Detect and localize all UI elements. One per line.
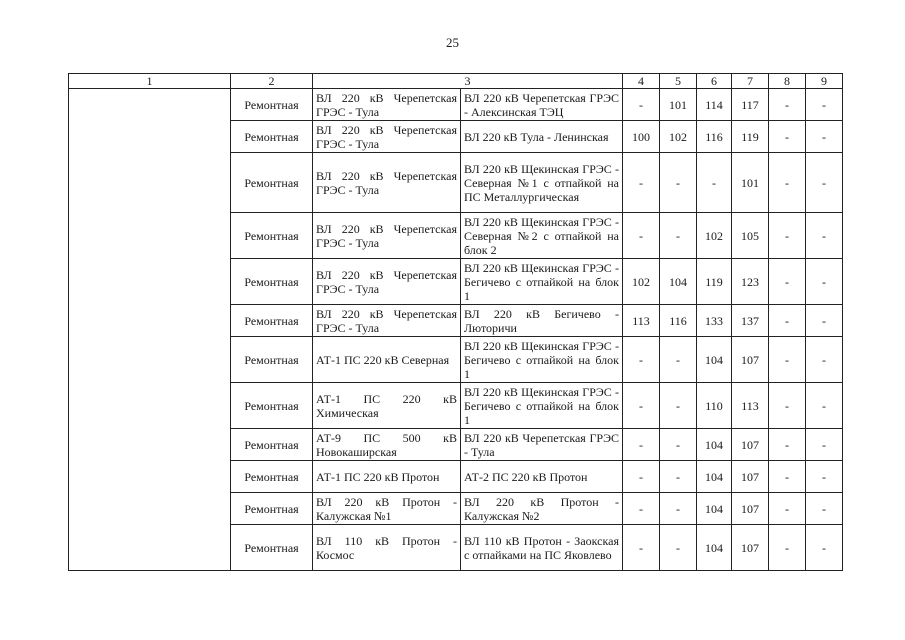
value-cell-col9: -	[806, 461, 843, 493]
value-cell-col8: -	[769, 89, 806, 121]
header-cell: 8	[769, 74, 806, 89]
value-cell-col8: -	[769, 429, 806, 461]
value-cell-col7: 107	[732, 337, 769, 383]
element-a-cell: ВЛ 220 кВ Протон - Калужская №1	[313, 493, 461, 525]
element-a-cell: ВЛ 220 кВ Черепетская ГРЭС - Тула	[313, 89, 461, 121]
value-cell-col9: -	[806, 213, 843, 259]
value-cell-col8: -	[769, 525, 806, 571]
value-cell-col6: 104	[697, 493, 732, 525]
table-row	[69, 89, 843, 121]
value-cell-col9: -	[806, 121, 843, 153]
value-cell-col7: 119	[732, 121, 769, 153]
value-cell-col7: 107	[732, 429, 769, 461]
header-cell: 2	[231, 74, 313, 89]
value-cell-col5: -	[660, 429, 697, 461]
value-cell-col5: -	[660, 153, 697, 213]
value-cell-col7: 113	[732, 383, 769, 429]
value-cell-col8: -	[769, 121, 806, 153]
value-cell-col5: -	[660, 337, 697, 383]
value-cell-col8: -	[769, 383, 806, 429]
value-cell-col7: 101	[732, 153, 769, 213]
value-cell-col5: 101	[660, 89, 697, 121]
value-cell-col9: -	[806, 89, 843, 121]
value-cell-col7: 117	[732, 89, 769, 121]
element-b-cell: ВЛ 220 кВ Щекинская ГРЭС - Бегичево с отпайкой на блок 1	[461, 259, 623, 305]
header-cell: 9	[806, 74, 843, 89]
value-cell-col5: -	[660, 461, 697, 493]
value-cell-col7: 107	[732, 525, 769, 571]
value-cell-col5: -	[660, 493, 697, 525]
column-1-empty-cell	[69, 89, 231, 571]
value-cell-col5: 104	[660, 259, 697, 305]
mode-cell: Ремонтная	[231, 337, 313, 383]
value-cell-col9: -	[806, 259, 843, 305]
header-cell: 4	[623, 74, 660, 89]
value-cell-col4: 100	[623, 121, 660, 153]
value-cell-col9: -	[806, 493, 843, 525]
mode-cell: Ремонтная	[231, 153, 313, 213]
mode-cell: Ремонтная	[231, 305, 313, 337]
value-cell-col5: 102	[660, 121, 697, 153]
value-cell-col6: 119	[697, 259, 732, 305]
value-cell-col6: 116	[697, 121, 732, 153]
mode-cell: Ремонтная	[231, 383, 313, 429]
page-number: 25	[446, 35, 459, 50]
mode-cell: Ремонтная	[231, 121, 313, 153]
value-cell-col4: -	[623, 525, 660, 571]
value-cell-col5: 116	[660, 305, 697, 337]
element-b-cell: ВЛ 220 кВ Бегичево - Лютоpичи	[461, 305, 623, 337]
element-a-cell: ВЛ 220 кВ Черепетская ГРЭС - Тула	[313, 259, 461, 305]
value-cell-col9: -	[806, 305, 843, 337]
element-a-cell: ВЛ 220 кВ Черепетская ГРЭС - Тула	[313, 121, 461, 153]
value-cell-col9: -	[806, 383, 843, 429]
value-cell-col8: -	[769, 305, 806, 337]
element-b-cell: ВЛ 220 кВ Щекинская ГРЭС - Северная №1 с отпайкой на ПС Металлургическая	[461, 153, 623, 213]
value-cell-col6: 104	[697, 461, 732, 493]
transmission-table	[68, 73, 843, 571]
element-a-cell: ВЛ 220 кВ Черепетская ГРЭС - Тула	[313, 213, 461, 259]
header-cell: 6	[697, 74, 732, 89]
value-cell-col6: 114	[697, 89, 732, 121]
value-cell-col8: -	[769, 461, 806, 493]
value-cell-col8: -	[769, 259, 806, 305]
value-cell-col8: -	[769, 153, 806, 213]
element-a-cell: АТ-9 ПС 500 кВ Новокаширская	[313, 429, 461, 461]
element-b-cell: ВЛ 220 кВ Щекинская ГРЭС - Бегичево с отпайкой на блок 1	[461, 383, 623, 429]
value-cell-col4: -	[623, 383, 660, 429]
element-b-cell: ВЛ 220 кВ Тула - Ленинская	[461, 121, 623, 153]
mode-cell: Ремонтная	[231, 493, 313, 525]
value-cell-col4: -	[623, 461, 660, 493]
element-b-cell: ВЛ 220 кВ Щекинская ГРЭС - Бегичево с отпайкой на блок 1	[461, 337, 623, 383]
value-cell-col6: 133	[697, 305, 732, 337]
header-cell: 7	[732, 74, 769, 89]
value-cell-col4: 113	[623, 305, 660, 337]
element-a-cell: АТ-1 ПС 220 кВ Химическая	[313, 383, 461, 429]
value-cell-col6: 104	[697, 429, 732, 461]
mode-cell: Ремонтная	[231, 461, 313, 493]
element-b-cell: ВЛ 110 кВ Протон - Заокская с отпайками на ПС Яковлево	[461, 525, 623, 571]
value-cell-col4: 102	[623, 259, 660, 305]
element-b-cell: ВЛ 220 кВ Черепетская ГРЭС - Тула	[461, 429, 623, 461]
element-a-cell: АТ-1 ПС 220 кВ Протон	[313, 461, 461, 493]
value-cell-col4: -	[623, 89, 660, 121]
header-cell: 5	[660, 74, 697, 89]
value-cell-col4: -	[623, 337, 660, 383]
value-cell-col6: 104	[697, 525, 732, 571]
value-cell-col9: -	[806, 429, 843, 461]
value-cell-col5: -	[660, 525, 697, 571]
table-header-row	[69, 74, 843, 89]
value-cell-col6: -	[697, 153, 732, 213]
value-cell-col7: 107	[732, 461, 769, 493]
value-cell-col5: -	[660, 383, 697, 429]
value-cell-col6: 102	[697, 213, 732, 259]
value-cell-col9: -	[806, 153, 843, 213]
value-cell-col9: -	[806, 525, 843, 571]
mode-cell: Ремонтная	[231, 213, 313, 259]
element-a-cell: ВЛ 110 кВ Протон - Космос	[313, 525, 461, 571]
value-cell-col7: 107	[732, 493, 769, 525]
element-b-cell: ВЛ 220 кВ Черепетская ГРЭС - Алексинская ТЭЦ	[461, 89, 623, 121]
value-cell-col4: -	[623, 153, 660, 213]
element-b-cell: ВЛ 220 кВ Щекинская ГРЭС - Северная №2 с отпайкой на блок 2	[461, 213, 623, 259]
value-cell-col8: -	[769, 493, 806, 525]
value-cell-col4: -	[623, 213, 660, 259]
value-cell-col7: 137	[732, 305, 769, 337]
mode-cell: Ремонтная	[231, 89, 313, 121]
element-a-cell: ВЛ 220 кВ Черепетская ГРЭС - Тула	[313, 153, 461, 213]
value-cell-col9: -	[806, 337, 843, 383]
value-cell-col6: 104	[697, 337, 732, 383]
value-cell-col8: -	[769, 213, 806, 259]
value-cell-col7: 105	[732, 213, 769, 259]
value-cell-col6: 110	[697, 383, 732, 429]
header-cell: 1	[69, 74, 231, 89]
value-cell-col5: -	[660, 213, 697, 259]
mode-cell: Ремонтная	[231, 259, 313, 305]
value-cell-col7: 123	[732, 259, 769, 305]
value-cell-col8: -	[769, 337, 806, 383]
element-b-cell: ВЛ 220 кВ Протон - Калужская №2	[461, 493, 623, 525]
mode-cell: Ремонтная	[231, 525, 313, 571]
mode-cell: Ремонтная	[231, 429, 313, 461]
value-cell-col4: -	[623, 493, 660, 525]
header-cell: 3	[313, 74, 623, 89]
element-a-cell: АТ-1 ПС 220 кВ Северная	[313, 337, 461, 383]
element-b-cell: АТ-2 ПС 220 кВ Протон	[461, 461, 623, 493]
value-cell-col4: -	[623, 429, 660, 461]
element-a-cell: ВЛ 220 кВ Черепетская ГРЭС - Тула	[313, 305, 461, 337]
